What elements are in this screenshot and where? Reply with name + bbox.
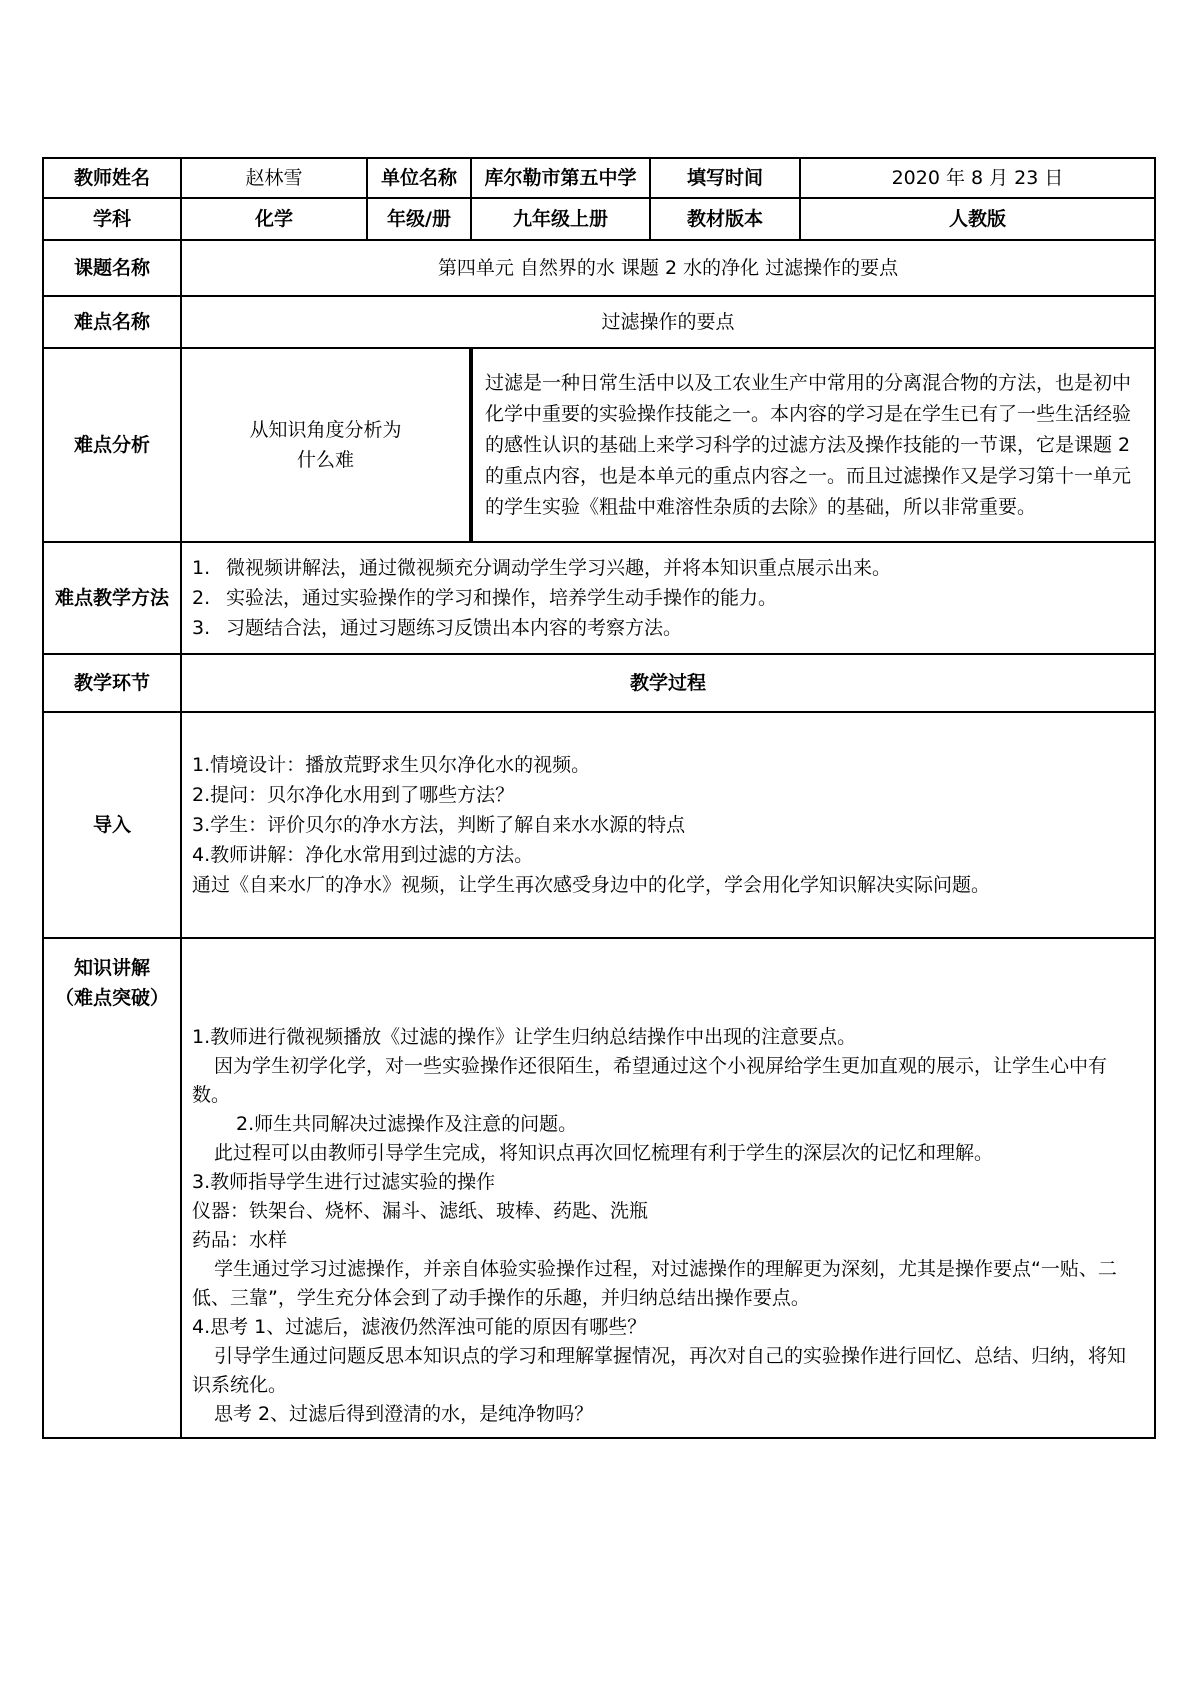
list-item <box>192 613 1144 643</box>
methods-list <box>192 553 1144 643</box>
list-item <box>192 583 1144 613</box>
knowledge-paragraph: 2.师生共同解决过滤操作及注意的问题。 <box>236 1113 578 1135</box>
knowledge-paragraph: 仪器：铁架台、烧杯、漏斗、滤纸、玻棒、药匙、洗瓶 <box>192 1200 649 1222</box>
knowledge-label-line1: 知识讲解 <box>73 957 150 979</box>
teacher-value: 赵林雪 <box>181 158 367 198</box>
difficulty-row <box>43 296 1155 348</box>
analysis-row <box>43 348 1155 542</box>
analysis-label: 难点分析 <box>43 348 181 542</box>
methods-label: 难点教学方法 <box>43 542 181 654</box>
analysis-text: 过滤是一种日常生活中以及工农业生产中常用的分离混合物的方法，也是初中化学中重要的实验操作技能之一。本内容的学习是在学生已有了一些生活经验的感性认识的基础上来学习科学的过滤方法及操作技能的一节课，它是课题 2 的重点内容，也是本单元的重点内容之一。而且过滤操作又是学习第十一单元的学生实验《粗盐中难溶性杂质的去除》的基础，所以非常重要。 <box>471 348 1155 542</box>
knowledge-label-line2: （难点突破） <box>54 987 169 1009</box>
methods-cell <box>181 542 1155 654</box>
knowledge-paragraph: 3.教师指导学生进行过滤实验的操作 <box>192 1171 496 1193</box>
lesson-plan-table <box>42 157 1156 1439</box>
intro-line: 2.提问：贝尔净化水用到了哪些方法？ <box>192 784 515 806</box>
intro-line: 3.学生：评价贝尔的净水方法，判断了解自来水水源的特点 <box>192 814 686 836</box>
topic-value: 第四单元 自然界的水 课题 2 水的净化 过滤操作的要点 <box>181 240 1155 296</box>
intro-cell <box>181 712 1155 938</box>
method-text: 习题结合法，通过习题练习反馈出本内容的考察方法。 <box>226 617 683 639</box>
header-row-1 <box>43 158 1155 198</box>
unit-value: 库尔勒市第五中学 <box>471 158 650 198</box>
intro-row <box>43 712 1155 938</box>
topic-row <box>43 240 1155 296</box>
list-item <box>192 553 1144 583</box>
intro-line: 通过《自来水厂的净水》视频，让学生再次感受身边中的化学，学会用化学知识解决实际问题。 <box>192 874 991 896</box>
knowledge-paragraph: 4.思考 1、过滤后，滤液仍然浑浊可能的原因有哪些？ <box>192 1316 647 1338</box>
process-header-row <box>43 654 1155 712</box>
process-label: 教学过程 <box>181 654 1155 712</box>
grade-value: 九年级上册 <box>471 198 650 240</box>
process-stage-label: 教学环节 <box>43 654 181 712</box>
knowledge-paragraph: 学生通过学习过滤操作，并亲自体验实验操作过程，对过滤操作的理解更为深刻，尤其是操作要点“一贴、二低、三靠”，学生充分体会到了动手操作的乐趣，并归纳总结出操作要点。 <box>192 1258 1117 1309</box>
knowledge-paragraph: 此过程可以由教师引导学生完成，将知识点再次回忆梳理有利于学生的深层次的记忆和理解。 <box>214 1142 994 1164</box>
knowledge-paragraph: 1.教师进行微视频播放《过滤的操作》让学生归纳总结操作中出现的注意要点。 <box>192 1026 857 1048</box>
header-row-2 <box>43 198 1155 240</box>
topic-label: 课题名称 <box>43 240 181 296</box>
knowledge-cell <box>181 938 1155 1438</box>
date-label: 填写时间 <box>650 158 800 198</box>
knowledge-paragraph: 引导学生通过问题反思本知识点的学习和理解掌握情况，再次对自己的实验操作进行回忆、总结、归纳，将知识系统化。 <box>192 1345 1127 1396</box>
analysis-sublabel-line1: 从知识角度分析为 <box>249 419 402 441</box>
method-text: 实验法，通过实验操作的学习和操作，培养学生动手操作的能力。 <box>226 587 778 609</box>
teacher-label: 教师姓名 <box>43 158 181 198</box>
edition-value: 人教版 <box>800 198 1155 240</box>
subject-value: 化学 <box>181 198 367 240</box>
difficulty-value: 过滤操作的要点 <box>181 296 1155 348</box>
date-value: 2020 年 8 月 23 日 <box>800 158 1155 198</box>
knowledge-paragraph: 药品：水样 <box>192 1229 288 1251</box>
intro-label: 导入 <box>43 712 181 938</box>
edition-label: 教材版本 <box>650 198 800 240</box>
knowledge-row <box>43 938 1155 1438</box>
intro-line: 1.情境设计：播放荒野求生贝尔净化水的视频。 <box>192 754 591 776</box>
difficulty-label: 难点名称 <box>43 296 181 348</box>
method-num: 3. <box>192 617 211 639</box>
intro-line: 4.教师讲解：净化水常用到过滤的方法。 <box>192 844 534 866</box>
knowledge-paragraph: 思考 2、过滤后得到澄清的水，是纯净物吗？ <box>214 1403 594 1425</box>
subject-label: 学科 <box>43 198 181 240</box>
lesson-plan-form <box>42 157 1154 1439</box>
analysis-sublabel <box>181 348 471 542</box>
analysis-sublabel-line2: 什么难 <box>296 449 354 471</box>
knowledge-paragraph: 因为学生初学化学，对一些实验操作还很陌生，希望通过这个小视屏给学生更加直观的展示，让学生心中有数。 <box>192 1055 1108 1106</box>
methods-row <box>43 542 1155 654</box>
method-num: 1. <box>192 557 211 579</box>
grade-label: 年级/册 <box>367 198 471 240</box>
unit-label: 单位名称 <box>367 158 471 198</box>
method-text: 微视频讲解法，通过微视频充分调动学生学习兴趣，并将本知识重点展示出来。 <box>226 557 892 579</box>
knowledge-label <box>43 938 181 1438</box>
method-num: 2. <box>192 587 211 609</box>
